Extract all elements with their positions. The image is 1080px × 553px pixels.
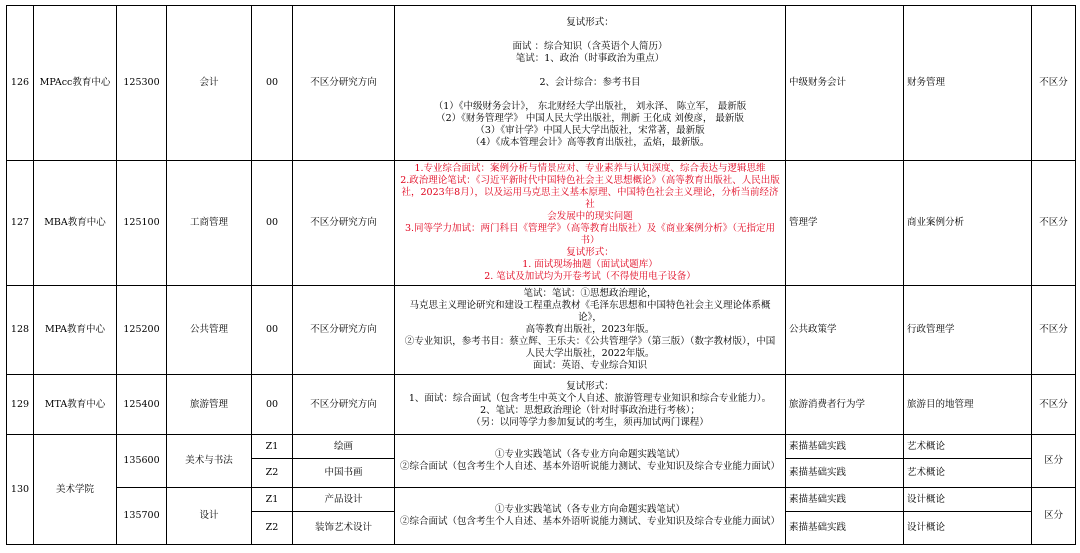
detail-line: ②综合面试（包含考生个人自述、基本外语听说能力测试、专业知识及综合专业能力面试） — [399, 516, 780, 527]
retest-subject-1: 公共政策学 — [786, 286, 904, 375]
detail-line: （2）《财务管理学》 中国人民大学出版社，荆新 王化成 刘俊彦， 最新版 — [436, 113, 744, 124]
retest-details — [395, 375, 786, 435]
direction-code: 00 — [252, 286, 293, 375]
detail-line: 复试形式： — [566, 17, 614, 28]
detail-line: 高等教育出版社，2023年版。 — [525, 324, 655, 335]
direction-name: 不区分研究方向 — [293, 286, 395, 375]
detail-line: （4）《成本管理会计》高等教育出版社，孟焰，最新版。 — [470, 137, 710, 148]
unit-name: 美术学院 — [34, 435, 117, 545]
detail-line: （另：以同等学力参加复试的考生，须再加试两门课程） — [471, 416, 709, 428]
retest-subject-1: 素描基础实践 — [786, 512, 904, 545]
detail-line: 2. 笔试及加试均为开卷考试（不得使用电子设备） — [484, 271, 696, 282]
detail-line: 社，2023年8月），以及运用马克思主义基本原理、中国特色社会主义理论，分析当前经济社 — [401, 187, 779, 210]
major-code: 125400 — [117, 375, 167, 435]
retest-subject-2: 行政管理学 — [904, 286, 1032, 375]
distinction-note: 区分 — [1032, 488, 1076, 545]
retest-subject-2: 设计概论 — [904, 488, 1032, 512]
unit-name: MPAcc教育中心 — [34, 6, 117, 161]
retest-subject-1: 旅游消费者行为学 — [786, 375, 904, 435]
detail-line: 书） — [580, 235, 600, 246]
detail-line: 会发展中的现实问题 — [547, 211, 633, 222]
detail-line: 面试：英语、专业综合知识 — [532, 360, 647, 371]
row-number: 127 — [7, 161, 34, 286]
detail-line: 1.专业综合面试：案例分析与情景应对、专业素养与认知深度、综合表达与逻辑思维 — [414, 163, 766, 174]
table-row — [7, 435, 1076, 459]
table-row — [7, 6, 1076, 161]
detail-line: ②综合面试（包含考生个人自述、基本外语听说能力测试、专业知识及综合专业能力面试） — [399, 461, 780, 472]
major-name: 设计 — [167, 488, 252, 545]
major-code: 125100 — [117, 161, 167, 286]
row-number: 128 — [7, 286, 34, 375]
distinction-note: 不区分 — [1032, 6, 1076, 161]
unit-name: MTA教育中心 — [34, 375, 117, 435]
unit-name: MBA教育中心 — [34, 161, 117, 286]
table-row — [7, 488, 1076, 512]
direction-code: 00 — [252, 161, 293, 286]
detail-line: 2、会计综合：参考书目 — [539, 77, 641, 88]
detail-line: 面试 ：综合知识（含英语个人简历） — [512, 41, 668, 52]
retest-subject-2: 财务管理 — [904, 6, 1032, 161]
major-name: 旅游管理 — [167, 375, 252, 435]
retest-details — [395, 6, 786, 161]
retest-subject-2: 艺术概论 — [904, 459, 1032, 488]
retest-subject-1: 中级财务会计 — [786, 6, 904, 161]
detail-line: 笔试：笔试：①思想政治理论， — [523, 288, 657, 299]
detail-line: 1. 面试现场抽题（面试试题库） — [522, 259, 658, 270]
retest-subject-2: 设计概论 — [904, 512, 1032, 545]
direction-name: 不区分研究方向 — [293, 375, 395, 435]
table-row — [7, 375, 1076, 435]
retest-subject-2: 旅游目的地管理 — [904, 375, 1032, 435]
direction-name: 绘画 — [293, 435, 395, 459]
admissions-table — [6, 5, 1076, 545]
retest-details — [395, 161, 786, 286]
major-code: 125200 — [117, 286, 167, 375]
row-number: 129 — [7, 375, 34, 435]
distinction-note: 不区分 — [1032, 286, 1076, 375]
retest-subject-1: 素描基础实践 — [786, 459, 904, 488]
major-name: 美术与书法 — [167, 435, 252, 488]
detail-line: 2、笔试：思想政治理论（针对时事政治进行考核）； — [480, 404, 700, 416]
detail-line: 复试形式： — [566, 247, 614, 258]
detail-line: ②专业知识，参考书目：蔡立辉、王乐夫：《公共管理学》（第三版）（数字教材版），中国 — [404, 336, 776, 347]
direction-name: 中国书画 — [293, 459, 395, 488]
detail-line: 人民大学出版社，2022年版。 — [525, 348, 655, 359]
direction-code: Z2 — [252, 459, 293, 488]
major-code: 135700 — [117, 488, 167, 545]
detail-line: 马克思主义理论研究和建设工程重点教材《毛泽东思想和中国特色社会主义理论体系概论》， — [409, 300, 771, 323]
direction-name: 不区分研究方向 — [293, 6, 395, 161]
distinction-note: 区分 — [1032, 435, 1076, 488]
detail-line: ①专业实践笔试（各专业方向命题实践笔试） — [494, 504, 685, 515]
major-name: 会计 — [167, 6, 252, 161]
retest-subject-2: 商业案例分析 — [904, 161, 1032, 286]
retest-subject-1: 管理学 — [786, 161, 904, 286]
retest-details — [395, 488, 786, 545]
detail-line — [398, 89, 782, 101]
detail-line: （3）《审计学》中国人民大学出版社，宋常著，最新版 — [475, 125, 705, 136]
direction-code: 00 — [252, 6, 293, 161]
table-row — [7, 286, 1076, 375]
detail-line: 3.同等学力加试：两门科目《管理学》（高等教育出版社）及《商业案例分析》（无指定用 — [404, 223, 776, 234]
detail-line — [398, 65, 782, 77]
retest-subject-2: 艺术概论 — [904, 435, 1032, 459]
major-name: 工商管理 — [167, 161, 252, 286]
detail-line: 复试形式： — [566, 380, 614, 392]
detail-line — [398, 29, 782, 41]
detail-line: ①专业实践笔试（各专业方向命题实践笔试） — [494, 449, 685, 460]
direction-name: 产品设计 — [293, 488, 395, 512]
major-code: 135600 — [117, 435, 167, 488]
detail-line: 1、面试：综合面试（包含考生中英文个人自述、旅游管理专业知识和综合专业能力）。 — [408, 392, 772, 404]
unit-name: MPA教育中心 — [34, 286, 117, 375]
major-name: 公共管理 — [167, 286, 252, 375]
direction-code: 00 — [252, 375, 293, 435]
row-number: 126 — [7, 6, 34, 161]
row-number: 130 — [7, 435, 34, 545]
retest-subject-1: 素描基础实践 — [786, 435, 904, 459]
retest-details — [395, 286, 786, 375]
distinction-note: 不区分 — [1032, 375, 1076, 435]
direction-name: 不区分研究方向 — [293, 161, 395, 286]
major-code: 125300 — [117, 6, 167, 161]
retest-details — [395, 435, 786, 488]
detail-line: （1）《中级财务会计》， 东北财经大学出版社， 刘永泽、 陈立军， 最新版 — [433, 101, 747, 112]
table-row — [7, 161, 1076, 286]
detail-line: 笔试：1、政治（时事政治为重点） — [515, 53, 665, 64]
direction-code: Z1 — [252, 435, 293, 459]
retest-subject-1: 素描基础实践 — [786, 488, 904, 512]
distinction-note: 不区分 — [1032, 161, 1076, 286]
direction-code: Z1 — [252, 488, 293, 512]
direction-code: Z2 — [252, 512, 293, 545]
detail-line: 2.政治理论笔试：《习近平新时代中国特色社会主义思想概论》（高等教育出版社、人民出版 — [400, 175, 780, 186]
direction-name: 装饰艺术设计 — [293, 512, 395, 545]
